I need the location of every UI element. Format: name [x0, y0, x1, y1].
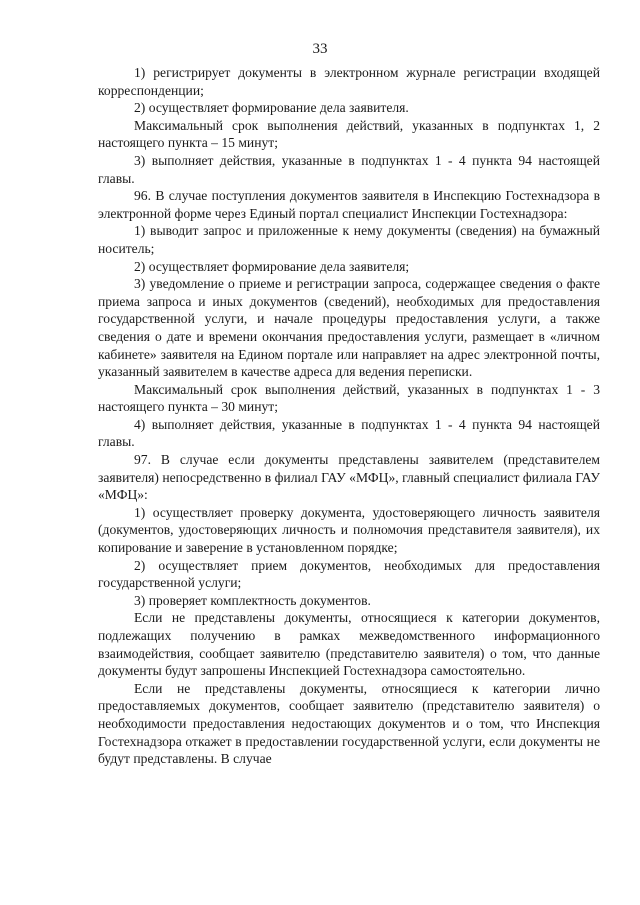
paragraph-10: 4) выполняет действия, указанные в подпунктах 1 - 4 пункта 94 настоящей главы. [98, 416, 600, 450]
paragraph-6: 1) выводит запрос и приложенные к нему документы (сведения) на бумажный носитель; [98, 223, 600, 256]
paragraph-1: 1) регистрирует документы в электронном журнале регистрации входящей корреспонденции; [98, 65, 600, 98]
paragraph-14: 3) проверяет комплектность документов. [134, 592, 371, 608]
paragraph-5: 96. В случае поступления документов заявителя в Инспекцию Гостехнадзора в электронной форме через Единый портал специалист Инспекции Гостехнадзора: [98, 188, 600, 221]
paragraph-11: 97. В случае если документы представлены заявителем (представителем заявителя) непосредственно в филиал ГАУ «МФЦ», главный специалист филиала ГАУ «МФЦ»: [98, 452, 600, 503]
paragraph-2: 2) осуществляет формирование дела заявителя. [134, 100, 409, 116]
paragraph-4: 3) выполняет действия, указанные в подпунктах 1 - 4 пункта 94 настоящей главы. [98, 152, 600, 186]
paragraph-16: Если не представлены документы, относящиеся к категории лично предоставляемых документов, сообщает заявителю (представителю заявителя) о необходимости предоставления недостающих документов и о том, что Инспекция Гостехнадзора откажет в предоставлении государственной услуги, если документы не будут представлены. В случае [98, 680, 600, 767]
paragraph-8: 3) уведомление о приеме и регистрации запроса, содержащее сведения о факте приема запроса и иных документов (сведений), необходимых для предоставления государственной услуги, и начале процедуры предоставления услуги, а также сведения о дате и времени окончания предоставления услуги, размещает в «личном кабинете» заявителя на Едином портале или направляет на адрес электронной почты, указанный заявителем в качестве адреса для ведения переписки. [98, 276, 600, 380]
paragraph-3: Максимальный срок выполнения действий, указанных в подпунктах 1, 2 настоящего пункта – 15 минут; [98, 117, 600, 151]
paragraph-12: 1) осуществляет проверку документа, удостоверяющего личность заявителя (документов, удостоверяющих личность и полномочия представителя заявителя), их копирование и заверение в установленном порядке; [98, 504, 600, 556]
page-number: 33 [312, 41, 328, 57]
paragraph-15: Если не представлены документы, относящиеся к категории документов, подлежащих получению в рамках межведомственного информационного взаимодействия, сообщает заявителю (представителю заявителя) о том, что данные документы будут запрошены Инспекцией Гостехнадзора самостоятельно. [98, 610, 600, 679]
document-body [98, 64, 600, 768]
paragraph-13: 2) осуществляет прием документов, необходимых для предоставления государственной услуги; [98, 557, 600, 591]
paragraph-9: Максимальный срок выполнения действий, указанных в подпунктах 1 - 3 настоящего пункта – 30 минут; [98, 381, 600, 415]
paragraph-7: 2) осуществляет формирование дела заявителя; [134, 258, 410, 274]
